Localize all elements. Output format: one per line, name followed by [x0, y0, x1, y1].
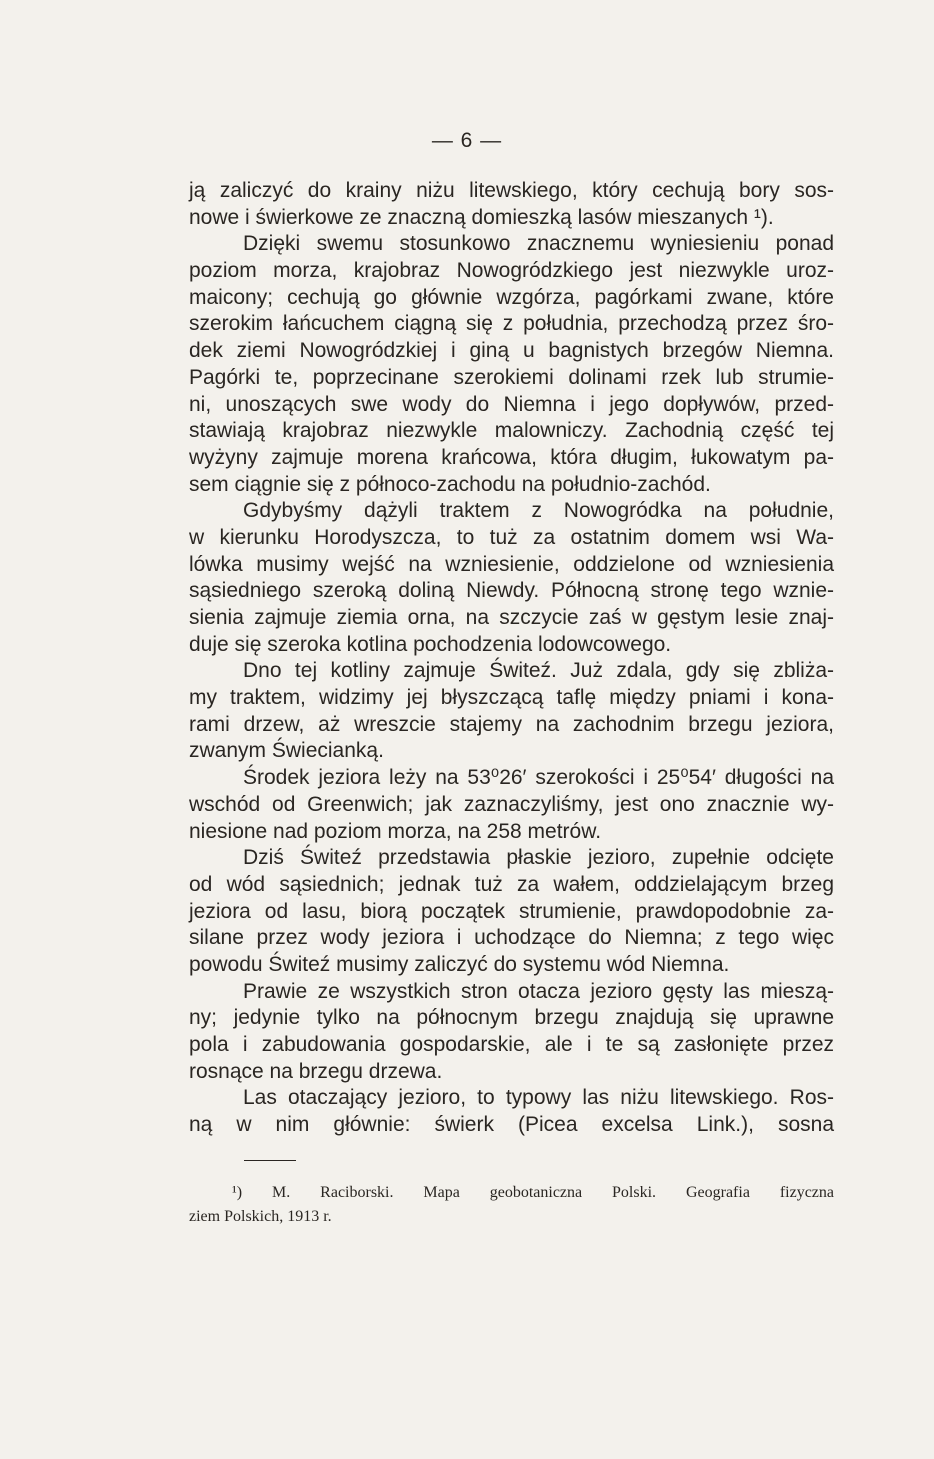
- text-line: zwanym Świecianką.: [189, 739, 384, 763]
- page-number: — 6 —: [431, 129, 503, 152]
- text-line: sienia zajmuje ziemia orna, na szczycie zaś w gęstym lesie znaj-: [189, 606, 834, 629]
- main-text: [189, 178, 834, 1139]
- text-line: Las otaczający jezioro, to typowy las niżu litewskiego. Ros-: [243, 1086, 834, 1110]
- text-line: rami drzew, aż wreszcie stajemy na zachodnim brzegu jeziora,: [189, 712, 834, 736]
- text-line: nowe i świerkowe ze znaczną domieszką lasów mieszanych ¹).: [189, 205, 774, 229]
- text-line: ną w nim głównie: świerk (Picea excelsa Link.), sosna: [189, 1113, 834, 1137]
- text-line: sem ciągnie się z północo-zachodu na południo-zachód.: [189, 472, 711, 496]
- text-line: duje się szeroka kotlina pochodzenia lodowcowego.: [189, 632, 672, 656]
- text-line: lówka musimy wejść na wzniesienie, oddzielone od wzniesienia: [189, 552, 834, 576]
- text-line: dek ziemi Nowogródzkiej i giną u bagnistych brzegów Niemna.: [189, 339, 834, 363]
- footnote-line: ziem Polskich, 1913 r.: [189, 1208, 332, 1225]
- text-line: ny; jedynie tylko na północnym brzegu znajdują się uprawne: [189, 1006, 834, 1030]
- footnote-section: [189, 1181, 834, 1229]
- text-line: Dno tej kotliny zajmuje Świteź. Już zdala, gdy się zbliża-: [243, 659, 834, 683]
- text-line: poziom morza, krajobraz Nowogródzkiego jest niezwykle uroz-: [189, 259, 834, 283]
- text-line: powodu Świteź musimy zaliczyć do systemu wód Niemna.: [189, 952, 730, 976]
- text-line: od wód sąsiednich; jednak tuż za wałem, oddzielającym brzeg: [189, 872, 834, 896]
- text-line: ni, unoszących swe wody do Niemna i jego dopływów, przed-: [189, 392, 834, 416]
- text-line: wschód od Greenwich; jak zaznaczyliśmy, jest ono znacznie wy-: [189, 792, 834, 816]
- text-line: Dziś Świteź przedstawia płaskie jezioro, zupełnie odcięte: [243, 846, 834, 870]
- text-line: silane przez wody jeziora i uchodzące do Niemna; z tego więc: [189, 926, 834, 950]
- text-line: ją zaliczyć do krainy niżu litewskiego, który cechują bory sos-: [189, 179, 834, 202]
- text-line: stawiają krajobraz niezwykle malowniczy. Zachodnią część tej: [189, 419, 834, 443]
- text-line: niesione nad poziom morza, na 258 metrów.: [189, 819, 602, 843]
- footnote-line: ¹) M. Raciborski. Mapa geobotaniczna Polski. Geografia fizyczna: [232, 1184, 834, 1201]
- text-line: Dzięki swemu stosunkowo znacznemu wyniesieniu ponad: [243, 232, 834, 256]
- text-line: sąsiedniego szeroką doliną Niewdy. Północną stronę tego wznie-: [189, 579, 834, 603]
- text-line: pola i zabudowania gospodarskie, ale i te są zasłonięte przez: [189, 1033, 834, 1056]
- text-line: maicony; cechują go głównie wzgórza, pagórkami zwane, które: [189, 285, 834, 309]
- text-line: wyżyny zajmuje morena krańcowa, która długim, łukowatym pa-: [189, 445, 834, 469]
- text-line: Prawie ze wszystkich stron otacza jezioro gęsty las mieszą-: [243, 979, 834, 1003]
- text-line: w kierunku Horodyszcza, to tuż za ostatnim domem wsi Wa-: [189, 525, 834, 549]
- text-line: szerokim łańcuchem ciągną się z południa, przechodzą przez śro-: [189, 312, 834, 336]
- footnote-divider: [244, 1160, 296, 1161]
- text-line: jeziora od lasu, biorą początek strumienie, prawdopodobnie za-: [189, 899, 834, 923]
- text-line: Środek jeziora leży na 53⁰26′ szerokości i 25⁰54′ długości na: [243, 766, 834, 790]
- text-line: Pagórki te, poprzecinane szerokiemi dolinami rzek lub strumie-: [189, 365, 834, 389]
- text-line: my traktem, widzimy jej błyszczącą taflę między pniami i kona-: [189, 686, 834, 710]
- text-line: Gdybyśmy dążyli traktem z Nowogródka na południe,: [243, 499, 834, 523]
- text-line: rosnące na brzegu drzewa.: [189, 1059, 443, 1083]
